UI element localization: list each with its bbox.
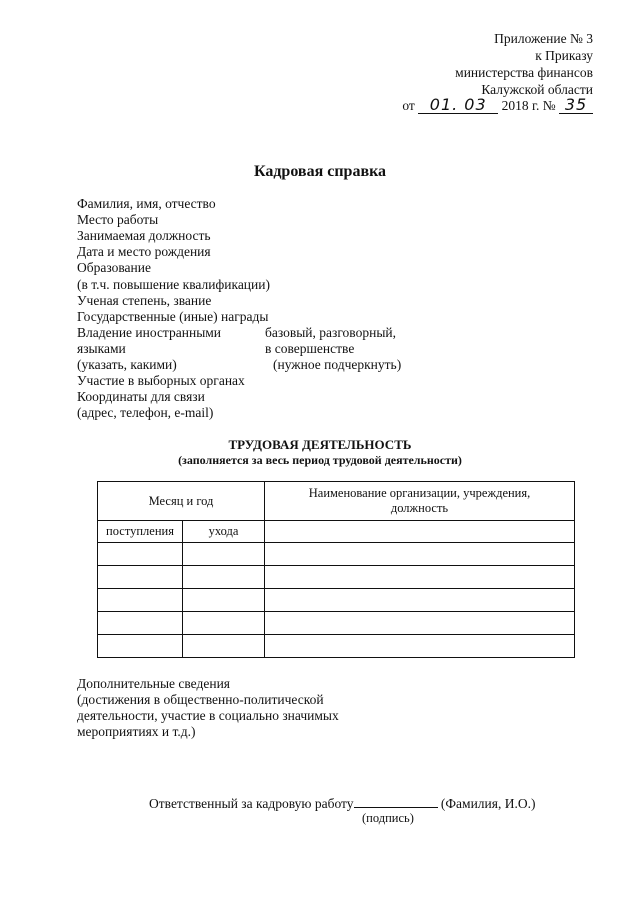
col-start: поступления bbox=[98, 521, 183, 543]
start-cell[interactable] bbox=[98, 612, 183, 635]
page-title: Кадровая справка bbox=[253, 163, 387, 180]
end-cell[interactable] bbox=[183, 612, 265, 635]
signature-hint: (подпись) bbox=[362, 811, 414, 825]
field-languages: Владение иностранными bbox=[77, 325, 222, 340]
col-end: ухода bbox=[183, 521, 265, 543]
start-cell[interactable] bbox=[98, 635, 183, 658]
org-cell[interactable] bbox=[265, 521, 575, 543]
col-organization: Наименование организации, учреждения, должность bbox=[265, 482, 575, 521]
start-cell[interactable] bbox=[98, 543, 183, 566]
table-header-row bbox=[98, 482, 575, 521]
extra-info-note-2: деятельности, участие в социально значимых bbox=[77, 708, 339, 723]
work-history-table bbox=[97, 481, 575, 658]
org-cell[interactable] bbox=[265, 589, 575, 612]
signature-line bbox=[149, 795, 535, 812]
org-cell[interactable] bbox=[265, 543, 575, 566]
extra-info-note-3: мероприятиях и т.д.) bbox=[77, 724, 196, 739]
lang-option-note: (нужное подчеркнуть) bbox=[273, 357, 402, 372]
extra-info-note-1: (достижения в общественно-политической bbox=[77, 692, 324, 707]
start-cell[interactable] bbox=[98, 589, 183, 612]
signature-blank[interactable] bbox=[354, 795, 438, 808]
field-birth: Дата и место рождения bbox=[77, 244, 211, 259]
table-row bbox=[98, 543, 575, 566]
work-section-subtitle: (заполняется за весь период трудовой деятельности) bbox=[178, 453, 462, 467]
field-elected: Участие в выборных органах bbox=[77, 373, 245, 388]
lang-option-fluent: в совершенстве bbox=[265, 341, 355, 356]
col-month-year: Месяц и год bbox=[98, 482, 265, 521]
org-cell[interactable] bbox=[265, 612, 575, 635]
signature-label: Ответственный за кадровую работу bbox=[149, 796, 354, 811]
org-cell[interactable] bbox=[265, 635, 575, 658]
start-cell[interactable] bbox=[98, 566, 183, 589]
handwritten-date: 01. 03 bbox=[418, 96, 498, 114]
table-row bbox=[98, 589, 575, 612]
order-date-line bbox=[402, 96, 593, 114]
ministry-name: министерства финансов bbox=[455, 65, 593, 80]
region-name: Калужской области bbox=[481, 82, 593, 97]
year-label: 2018 г. № bbox=[501, 98, 556, 113]
field-languages-note: (указать, какими) bbox=[77, 357, 177, 372]
table-subheader-row bbox=[98, 521, 575, 543]
handwritten-number: 35 bbox=[559, 96, 593, 114]
signature-name-hint: (Фамилия, И.О.) bbox=[440, 796, 536, 811]
org-cell[interactable] bbox=[265, 566, 575, 589]
extra-info-label: Дополнительные сведения bbox=[77, 676, 231, 691]
field-position: Занимаемая должность bbox=[77, 228, 211, 243]
field-degree: Ученая степень, звание bbox=[77, 293, 212, 308]
end-cell[interactable] bbox=[183, 635, 265, 658]
table-row bbox=[98, 612, 575, 635]
date-prefix: от bbox=[402, 98, 415, 113]
table-row bbox=[98, 635, 575, 658]
field-education-note: (в т.ч. повышение квалификации) bbox=[77, 277, 270, 292]
end-cell[interactable] bbox=[183, 543, 265, 566]
field-education: Образование bbox=[77, 260, 151, 275]
field-contacts-note: (адрес, телефон, e-mail) bbox=[77, 405, 214, 420]
field-workplace: Место работы bbox=[77, 212, 159, 227]
table-row bbox=[98, 566, 575, 589]
work-section-title: ТРУДОВАЯ ДЕЯТЕЛЬНОСТЬ bbox=[228, 437, 412, 452]
field-awards: Государственные (иные) награды bbox=[77, 309, 269, 324]
field-fio: Фамилия, имя, отчество bbox=[77, 196, 216, 211]
field-languages-2: языками bbox=[77, 341, 126, 356]
end-cell[interactable] bbox=[183, 589, 265, 612]
field-contacts: Координаты для связи bbox=[77, 389, 205, 404]
lang-option-basic: базовый, разговорный, bbox=[265, 325, 396, 340]
end-cell[interactable] bbox=[183, 566, 265, 589]
appendix-number: Приложение № 3 bbox=[494, 31, 593, 46]
order-ref: к Приказу bbox=[535, 48, 593, 63]
